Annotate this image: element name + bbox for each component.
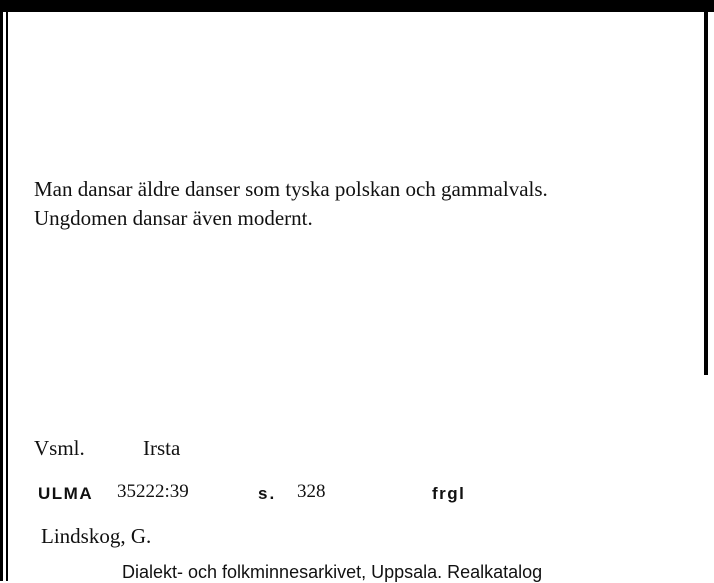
body-line-2: Ungdomen dansar även modernt. [34, 206, 313, 230]
place-parish: Irsta [143, 436, 181, 460]
card-left-border-inner [6, 10, 8, 581]
category-code: frgl [432, 484, 466, 503]
recorder-name: Lindskog, G. [41, 524, 152, 548]
card-body-text [34, 175, 548, 233]
archive-footer: Dialekt- och folkminnesarkivet, Uppsala. Realkatalog [122, 562, 543, 582]
page-number: 328 [297, 481, 326, 502]
card-right-border [704, 10, 708, 375]
archive-code: ULMA [38, 484, 94, 503]
archive-number: 35222:39 [117, 481, 189, 502]
body-line-1: Man dansar äldre danser som tyska polskan och gammalvals. [34, 177, 548, 201]
place-region: Vsml. [34, 436, 85, 460]
card-top-border-inner [10, 9, 714, 12]
card-left-border [0, 0, 3, 581]
page-prefix: s. [258, 484, 277, 503]
